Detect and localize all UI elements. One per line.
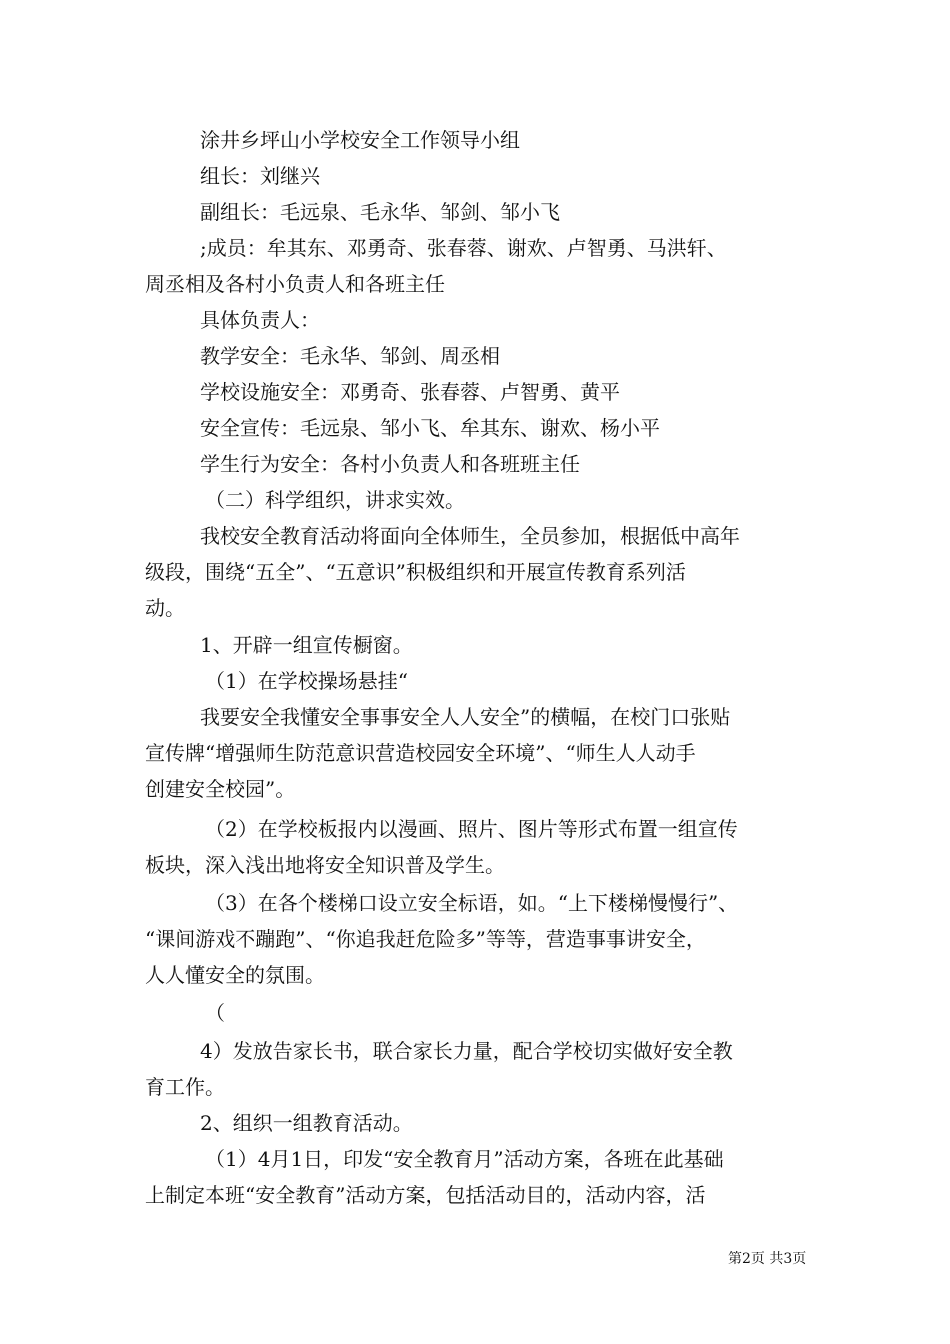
paragraph-line: 4）发放告家长书，联合家长力量，配合学校切实做好安全教	[200, 1039, 733, 1063]
responsible-heading: 具体负责人：	[200, 308, 320, 332]
paragraph-line: （1）4月1日，印发“安全教育月”活动方案，各班在此基础	[205, 1147, 724, 1171]
paragraph-line: （	[205, 1001, 225, 1025]
paragraph-line: （1）在学校操场悬挂“	[205, 669, 408, 693]
group-title: 涂井乡坪山小学校安全工作领导小组	[200, 128, 520, 152]
paragraph-line: （2）在学校板报内以漫画、照片、图片等形式布置一组宣传	[205, 817, 738, 841]
paragraph-line: 级段，围绕“五全”、“五意识”积极组织和开展宣传教育系列活	[145, 560, 686, 584]
members-line-2: 周丞相及各村小负责人和各班主任	[145, 272, 445, 296]
teaching-safety: 教学安全：毛永华、邹剑、周丞相	[200, 344, 500, 368]
paragraph-line: 宣传牌“增强师生防范意识营造校园安全环境”、“师生人人动手	[145, 741, 696, 765]
group-leader: 组长：刘继兴	[200, 164, 320, 188]
paragraph-line: （3）在各个楼梯口设立安全标语，如。“上下楼梯慢慢行”、	[205, 891, 739, 915]
student-behavior-safety: 学生行为安全：各村小负责人和各班班主任	[200, 452, 580, 476]
paragraph-line: 板块，深入浅出地将安全知识普及学生。	[145, 853, 505, 877]
paragraph-line: 上制定本班“安全教育”活动方案，包括活动目的，活动内容，活	[145, 1183, 706, 1207]
paragraph-line: 动。	[145, 596, 185, 620]
section-heading-2: （二）科学组织，讲求实效。	[205, 488, 465, 512]
item-heading-1: 1、开辟一组宣传橱窗。	[200, 633, 413, 657]
paragraph-line: 人人懂安全的氛围。	[145, 963, 325, 987]
members-line-1: ;成员：牟其东、邓勇奇、张春蓉、谢欢、卢智勇、马洪轩、	[200, 236, 727, 260]
deputy-leaders: 副组长：毛远泉、毛永华、邹剑、邹小飞	[200, 200, 560, 224]
paragraph-line: 我校安全教育活动将面向全体师生，全员参加，根据低中高年	[200, 524, 740, 548]
item-heading-2: 2、组织一组教育活动。	[200, 1111, 413, 1135]
paragraph-line: “课间游戏不蹦跑”、“你追我赶危险多”等等，营造事事讲安全，	[145, 927, 706, 951]
page-number-footer: 第2页 共3页	[728, 1251, 807, 1267]
paragraph-line: 创建安全校园”。	[145, 777, 296, 801]
facility-safety: 学校设施安全：邓勇奇、张春蓉、卢智勇、黄平	[200, 380, 620, 404]
paragraph-line: 我要安全我懂安全事事安全人人安全”的横幅，在校门口张贴	[200, 705, 731, 729]
paragraph-line: 育工作。	[145, 1075, 225, 1099]
safety-publicity: 安全宣传：毛远泉、邹小飞、牟其东、谢欢、杨小平	[200, 416, 660, 440]
